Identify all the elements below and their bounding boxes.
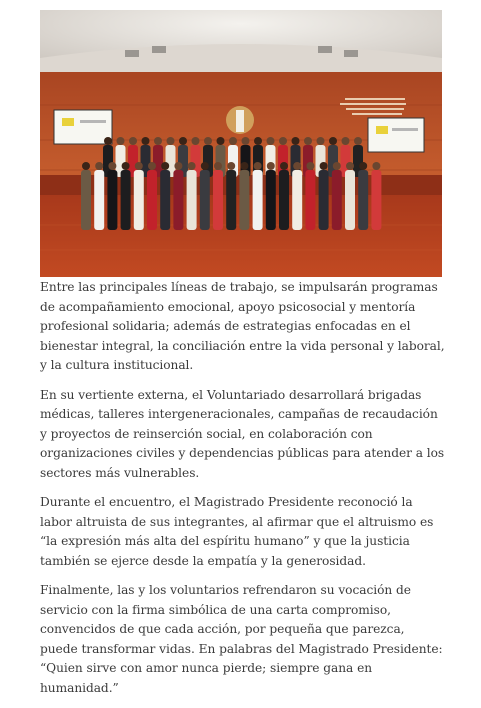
person-head: [242, 137, 250, 145]
person-head: [142, 137, 150, 145]
person-head: [95, 162, 103, 170]
person-figure: [332, 170, 342, 230]
person-figure: [213, 170, 223, 230]
person-figure: [279, 170, 289, 230]
person-figure: [319, 170, 329, 230]
paragraph-2: En su vertiente externa, el Voluntariado desarrollará brigadas médicas, talleres intergeneracionales, campañas de recaudación y proyectos de reinserción social, en colaboración con organizaciones civiles y dependencias públicas para atender a los sectores más vulnerables.: [40, 387, 445, 480]
person-head: [346, 162, 354, 170]
person-figure: [147, 170, 157, 230]
person-head: [154, 137, 162, 145]
person-figure: [358, 170, 368, 230]
person-head: [104, 137, 112, 145]
person-head: [359, 162, 367, 170]
person-head: [135, 162, 143, 170]
person-head: [188, 162, 196, 170]
paragraph-1: Entre las principales líneas de trabajo, se impulsarán programas de acompañamiento emocional, apoyo psicosocial y mentoría profesional solidaria; además de estrategias enfocadas en el bienestar integral, la conciliación entre la vida personal y laboral, y la cultura institucional.: [40, 280, 445, 372]
person-figure: [134, 170, 144, 230]
person-head: [129, 137, 137, 145]
person-figure: [371, 170, 381, 230]
person-head: [161, 162, 169, 170]
person-head: [342, 137, 350, 145]
left-screen: [54, 110, 112, 144]
person-figure: [266, 170, 276, 230]
person-figure: [226, 170, 236, 230]
person-figure: [239, 170, 249, 230]
person-figure: [292, 170, 302, 230]
person-head: [82, 162, 90, 170]
person-figure: [121, 170, 131, 230]
person-head: [280, 162, 288, 170]
group-photo-illustration: [40, 10, 442, 277]
person-head: [174, 162, 182, 170]
person-head: [354, 137, 362, 145]
right-screen: [368, 118, 424, 152]
person-figure: [173, 170, 183, 230]
person-figure: [253, 170, 263, 230]
person-head: [240, 162, 248, 170]
person-head: [306, 162, 314, 170]
person-figure: [160, 170, 170, 230]
person-head: [372, 162, 380, 170]
person-head: [329, 137, 337, 145]
person-figure: [187, 170, 197, 230]
person-figure: [345, 170, 355, 230]
person-head: [317, 137, 325, 145]
person-head: [204, 137, 212, 145]
person-head: [292, 137, 300, 145]
person-head: [304, 137, 312, 145]
person-head: [214, 162, 222, 170]
person-figure: [81, 170, 91, 230]
person-head: [108, 162, 116, 170]
person-head: [167, 137, 175, 145]
person-head: [192, 137, 200, 145]
person-head: [293, 162, 301, 170]
person-figure: [305, 170, 315, 230]
person-head: [333, 162, 341, 170]
person-head: [254, 137, 262, 145]
person-head: [148, 162, 156, 170]
article-body: [40, 278, 445, 708]
person-head: [227, 162, 235, 170]
person-head: [122, 162, 130, 170]
paragraph-4: Finalmente, las y los voluntarios refrendaron su vocación de servicio con la firma simbólica de una carta compromiso, convencidos de que cada acción, por pequeña que parezca, puede transformar vidas. En palabras del Magistrado Presidente: “Quien sirve con amor nunca pierde; siempre gana en humanidad.”: [40, 583, 443, 695]
group-photo: [40, 10, 442, 277]
person-head: [320, 162, 328, 170]
person-figure: [200, 170, 210, 230]
person-head: [117, 137, 125, 145]
person-figure: [107, 170, 117, 230]
person-head: [279, 137, 287, 145]
paragraph-3: Durante el encuentro, el Magistrado Presidente reconoció la labor altruista de sus integrantes, al afirmar que el altruismo es “la expresión más alta del espíritu humano” y que la justicia también se ejerce desde la empatía y la generosidad.: [40, 495, 434, 568]
person-head: [217, 137, 225, 145]
person-head: [179, 137, 187, 145]
person-figure: [94, 170, 104, 230]
person-head: [229, 137, 237, 145]
person-head: [254, 162, 262, 170]
person-head: [201, 162, 209, 170]
person-head: [267, 137, 275, 145]
person-head: [267, 162, 275, 170]
